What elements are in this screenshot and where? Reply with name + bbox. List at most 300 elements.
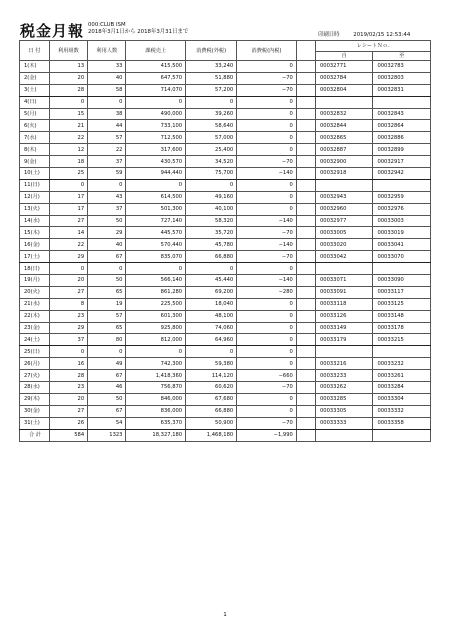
row-receipt-to	[373, 263, 431, 275]
row-receipt-to: 00033284	[373, 382, 431, 394]
row-tax-in: −70	[237, 156, 297, 168]
table-row	[20, 132, 431, 144]
row-tax-in: 0	[237, 263, 297, 275]
row-tax-ex: 39,260	[186, 108, 237, 120]
row-receipt-from: 00032784	[315, 72, 372, 84]
table-row	[20, 96, 431, 108]
row-tax-ex: 59,380	[186, 358, 237, 370]
table-row	[20, 215, 431, 227]
table-row	[20, 227, 431, 239]
row-tax-ex: 0	[186, 179, 237, 191]
row-receipt-to: 00032917	[373, 156, 431, 168]
row-tax-ex: 33,240	[186, 61, 237, 73]
row-guests: 0	[88, 263, 126, 275]
row-receipt-to: 00033215	[373, 334, 431, 346]
row-tax-ex: 25,400	[186, 144, 237, 156]
row-guests: 57	[88, 310, 126, 322]
row-receipt-to: 00032803	[373, 72, 431, 84]
row-tax-in: −280	[237, 286, 297, 298]
printed-info	[318, 30, 410, 38]
row-date: 11(日)	[20, 179, 50, 191]
row-sales: 727,140	[126, 215, 186, 227]
row-date: 5(月)	[20, 108, 50, 120]
row-date: 29(木)	[20, 393, 50, 405]
row-tax-ex: 66,880	[186, 405, 237, 417]
row-receipt-from: 00033005	[315, 227, 372, 239]
row-receipt-from: 00032960	[315, 203, 372, 215]
row-spacer	[296, 310, 315, 322]
table-row	[20, 358, 431, 370]
row-receipt-from: 00032832	[315, 108, 372, 120]
row-groups: 20	[49, 275, 87, 287]
row-tax-in: 0	[237, 346, 297, 358]
table-row	[20, 334, 431, 346]
table-row	[20, 382, 431, 394]
row-spacer	[296, 405, 315, 417]
row-groups: 22	[49, 132, 87, 144]
row-sales: 0	[126, 346, 186, 358]
table-body	[20, 61, 431, 430]
row-tax-ex: 60,620	[186, 382, 237, 394]
row-groups: 15	[49, 108, 87, 120]
row-guests: 50	[88, 393, 126, 405]
row-tax-in: 0	[237, 322, 297, 334]
total-tax-in: −1,990	[237, 429, 297, 441]
report-title: 税金月報	[20, 22, 85, 40]
row-guests: 43	[88, 191, 126, 203]
row-date: 1(木)	[20, 61, 50, 73]
row-spacer	[296, 263, 315, 275]
row-receipt-to: 00032864	[373, 120, 431, 132]
row-guests: 67	[88, 405, 126, 417]
row-receipt-to: 00033019	[373, 227, 431, 239]
row-receipt-from: 00033285	[315, 393, 372, 405]
row-receipt-to	[373, 346, 431, 358]
row-receipt-from: 00032844	[315, 120, 372, 132]
row-tax-in: −140	[237, 215, 297, 227]
row-receipt-to: 00033332	[373, 405, 431, 417]
row-tax-in: −70	[237, 227, 297, 239]
table-row	[20, 322, 431, 334]
row-sales: 925,800	[126, 322, 186, 334]
total-row	[20, 429, 431, 441]
row-spacer	[296, 168, 315, 180]
row-date: 13(火)	[20, 203, 50, 215]
row-groups: 20	[49, 393, 87, 405]
row-sales: 0	[126, 179, 186, 191]
row-guests: 22	[88, 144, 126, 156]
row-groups: 8	[49, 298, 87, 310]
row-spacer	[296, 84, 315, 96]
row-sales: 430,570	[126, 156, 186, 168]
row-guests: 80	[88, 334, 126, 346]
row-date: 26(月)	[20, 358, 50, 370]
row-receipt-from: 00032865	[315, 132, 372, 144]
row-tax-ex: 40,100	[186, 203, 237, 215]
table-row	[20, 286, 431, 298]
row-tax-in: 0	[237, 393, 297, 405]
row-tax-ex: 45,440	[186, 275, 237, 287]
row-tax-in: −140	[237, 275, 297, 287]
row-sales: 445,570	[126, 227, 186, 239]
row-groups: 29	[49, 251, 87, 263]
row-groups: 20	[49, 72, 87, 84]
row-receipt-to: 00033261	[373, 370, 431, 382]
table-row	[20, 156, 431, 168]
header-sales: 課税売上	[126, 41, 186, 61]
row-receipt-from: 00032771	[315, 61, 372, 73]
row-guests: 58	[88, 84, 126, 96]
table-row	[20, 120, 431, 132]
printed-label: 印刷日時	[318, 32, 340, 38]
row-tax-ex: 66,880	[186, 251, 237, 263]
row-guests: 54	[88, 417, 126, 429]
row-spacer	[296, 227, 315, 239]
row-receipt-to: 00033125	[373, 298, 431, 310]
row-tax-ex: 57,200	[186, 84, 237, 96]
row-groups: 27	[49, 215, 87, 227]
row-groups: 27	[49, 405, 87, 417]
row-guests: 40	[88, 72, 126, 84]
row-guests: 67	[88, 370, 126, 382]
row-date: 10(土)	[20, 168, 50, 180]
row-groups: 23	[49, 310, 87, 322]
row-date: 21(水)	[20, 298, 50, 310]
row-receipt-from: 00032977	[315, 215, 372, 227]
table-row	[20, 370, 431, 382]
row-tax-ex: 58,320	[186, 215, 237, 227]
row-date: 20(火)	[20, 286, 50, 298]
row-sales: 836,000	[126, 405, 186, 417]
header-spacer	[296, 41, 315, 61]
table-row	[20, 417, 431, 429]
row-tax-in: −70	[237, 72, 297, 84]
row-groups: 14	[49, 227, 87, 239]
row-sales: 835,070	[126, 251, 186, 263]
row-receipt-from	[315, 263, 372, 275]
table-row	[20, 179, 431, 191]
table-row	[20, 168, 431, 180]
row-tax-ex: 0	[186, 346, 237, 358]
header-receipt-from: 自	[315, 52, 372, 61]
header-groups: 利用組数	[49, 41, 87, 61]
row-sales: 0	[126, 263, 186, 275]
row-sales: 861,280	[126, 286, 186, 298]
row-receipt-to	[373, 96, 431, 108]
row-guests: 19	[88, 298, 126, 310]
row-guests: 37	[88, 156, 126, 168]
row-tax-in: 0	[237, 203, 297, 215]
row-groups: 27	[49, 286, 87, 298]
row-guests: 40	[88, 239, 126, 251]
row-receipt-from: 00032887	[315, 144, 372, 156]
row-date: 6(火)	[20, 120, 50, 132]
row-receipt-from: 00033126	[315, 310, 372, 322]
row-spacer	[296, 120, 315, 132]
row-tax-ex: 49,160	[186, 191, 237, 203]
header-receipt-to: 至	[373, 52, 431, 61]
row-spacer	[296, 215, 315, 227]
row-tax-in: 0	[237, 61, 297, 73]
row-tax-ex: 67,680	[186, 393, 237, 405]
row-spacer	[296, 275, 315, 287]
row-tax-in: 0	[237, 120, 297, 132]
row-tax-in: −70	[237, 84, 297, 96]
row-sales: 714,070	[126, 84, 186, 96]
row-tax-ex: 0	[186, 96, 237, 108]
row-receipt-from: 00032900	[315, 156, 372, 168]
row-groups: 21	[49, 120, 87, 132]
row-receipt-from: 00033262	[315, 382, 372, 394]
printed-timestamp: 2019/02/15 12:53:44	[353, 32, 411, 38]
store-name: 000:CLUB ISM	[88, 22, 126, 28]
row-guests: 37	[88, 203, 126, 215]
row-groups: 0	[49, 263, 87, 275]
row-receipt-to: 00033041	[373, 239, 431, 251]
row-date: 31(土)	[20, 417, 50, 429]
row-spacer	[296, 132, 315, 144]
table-row	[20, 61, 431, 73]
row-sales: 614,500	[126, 191, 186, 203]
row-receipt-from: 00033305	[315, 405, 372, 417]
table-row	[20, 239, 431, 251]
table-row	[20, 203, 431, 215]
row-receipt-from	[315, 179, 372, 191]
row-guests: 29	[88, 227, 126, 239]
row-guests: 0	[88, 96, 126, 108]
row-sales: 0	[126, 96, 186, 108]
row-tax-in: 0	[237, 334, 297, 346]
row-date: 7(水)	[20, 132, 50, 144]
row-sales: 733,100	[126, 120, 186, 132]
row-groups: 17	[49, 191, 87, 203]
row-tax-in: 0	[237, 132, 297, 144]
row-groups: 0	[49, 179, 87, 191]
row-sales: 1,418,360	[126, 370, 186, 382]
report-header-info	[88, 22, 188, 36]
table-row	[20, 84, 431, 96]
row-guests: 65	[88, 286, 126, 298]
row-spacer	[296, 179, 315, 191]
row-sales: 944,440	[126, 168, 186, 180]
header-receipt: レシートＮｏ.	[315, 41, 430, 52]
row-date: 2(金)	[20, 72, 50, 84]
row-date: 9(金)	[20, 156, 50, 168]
row-tax-ex: 64,960	[186, 334, 237, 346]
row-sales: 647,570	[126, 72, 186, 84]
row-receipt-to: 00032886	[373, 132, 431, 144]
row-tax-ex: 51,880	[186, 72, 237, 84]
row-guests: 0	[88, 346, 126, 358]
row-sales: 490,000	[126, 108, 186, 120]
row-groups: 29	[49, 322, 87, 334]
row-tax-in: 0	[237, 298, 297, 310]
header-guests: 利用人数	[88, 41, 126, 61]
table-row	[20, 393, 431, 405]
row-receipt-to: 00033304	[373, 393, 431, 405]
table-row	[20, 263, 431, 275]
row-tax-ex: 45,780	[186, 239, 237, 251]
row-date: 3(土)	[20, 84, 50, 96]
row-spacer	[296, 108, 315, 120]
row-spacer	[296, 239, 315, 251]
table-row	[20, 298, 431, 310]
row-receipt-from: 00033149	[315, 322, 372, 334]
row-sales: 756,870	[126, 382, 186, 394]
row-receipt-from	[315, 96, 372, 108]
row-spacer	[296, 370, 315, 382]
row-groups: 16	[49, 358, 87, 370]
row-date: 28(水)	[20, 382, 50, 394]
row-sales: 501,300	[126, 203, 186, 215]
row-sales: 601,300	[126, 310, 186, 322]
table-row	[20, 346, 431, 358]
row-tax-in: −70	[237, 382, 297, 394]
row-tax-ex: 34,520	[186, 156, 237, 168]
row-groups: 0	[49, 96, 87, 108]
row-spacer	[296, 286, 315, 298]
row-tax-ex: 50,900	[186, 417, 237, 429]
row-sales: 415,500	[126, 61, 186, 73]
row-groups: 28	[49, 370, 87, 382]
row-receipt-to: 00033117	[373, 286, 431, 298]
row-receipt-to: 00032843	[373, 108, 431, 120]
row-tax-ex: 75,700	[186, 168, 237, 180]
row-tax-ex: 35,720	[186, 227, 237, 239]
row-tax-in: 0	[237, 108, 297, 120]
row-receipt-to: 00033003	[373, 215, 431, 227]
report-period: 2018年3月1日から 2018年3月31日まで	[88, 29, 189, 35]
row-spacer	[296, 144, 315, 156]
row-spacer	[296, 298, 315, 310]
row-sales: 566,140	[126, 275, 186, 287]
row-spacer	[296, 358, 315, 370]
header-tax-ex: 消費税(外税)	[186, 41, 237, 61]
row-date: 8(木)	[20, 144, 50, 156]
row-receipt-from: 00032918	[315, 168, 372, 180]
row-groups: 13	[49, 61, 87, 73]
row-tax-in: 0	[237, 191, 297, 203]
total-tax-ex: 1,468,180	[186, 429, 237, 441]
row-sales: 225,500	[126, 298, 186, 310]
row-sales: 635,370	[126, 417, 186, 429]
header-tax-in: 消費税(内税)	[237, 41, 297, 61]
row-groups: 28	[49, 84, 87, 96]
row-receipt-from	[315, 346, 372, 358]
row-spacer	[296, 393, 315, 405]
total-guests: 1323	[88, 429, 126, 441]
row-spacer	[296, 156, 315, 168]
row-receipt-from: 00033118	[315, 298, 372, 310]
row-receipt-to: 00033070	[373, 251, 431, 263]
row-groups: 0	[49, 346, 87, 358]
row-date: 14(水)	[20, 215, 50, 227]
row-date: 4(日)	[20, 96, 50, 108]
row-guests: 46	[88, 382, 126, 394]
row-spacer	[296, 251, 315, 263]
row-date: 16(金)	[20, 239, 50, 251]
row-receipt-from: 00033179	[315, 334, 372, 346]
row-receipt-from: 00033042	[315, 251, 372, 263]
row-tax-in: 0	[237, 358, 297, 370]
row-groups: 12	[49, 144, 87, 156]
table-row	[20, 72, 431, 84]
row-guests: 33	[88, 61, 126, 73]
row-groups: 37	[49, 334, 87, 346]
page-number: 1	[223, 612, 227, 618]
row-spacer	[296, 382, 315, 394]
row-tax-in: −660	[237, 370, 297, 382]
row-receipt-to: 00033178	[373, 322, 431, 334]
row-spacer	[296, 61, 315, 73]
row-spacer	[296, 203, 315, 215]
row-sales: 712,500	[126, 132, 186, 144]
row-tax-in: 0	[237, 310, 297, 322]
row-receipt-to: 00032899	[373, 144, 431, 156]
row-receipt-to: 00033148	[373, 310, 431, 322]
row-date: 27(火)	[20, 370, 50, 382]
row-tax-in: −140	[237, 239, 297, 251]
row-receipt-from: 00033333	[315, 417, 372, 429]
row-receipt-to: 00032831	[373, 84, 431, 96]
total-receipt-from	[315, 429, 372, 441]
row-receipt-from: 00032804	[315, 84, 372, 96]
row-date: 30(金)	[20, 405, 50, 417]
row-guests: 59	[88, 168, 126, 180]
row-receipt-from: 00033020	[315, 239, 372, 251]
total-groups: 584	[49, 429, 87, 441]
row-sales: 846,000	[126, 393, 186, 405]
row-tax-ex: 114,120	[186, 370, 237, 382]
row-receipt-to	[373, 179, 431, 191]
row-tax-in: −70	[237, 251, 297, 263]
total-spacer	[296, 429, 315, 441]
row-tax-ex: 58,640	[186, 120, 237, 132]
row-tax-in: 0	[237, 179, 297, 191]
row-receipt-to: 00033358	[373, 417, 431, 429]
row-receipt-from: 00032943	[315, 191, 372, 203]
row-date: 22(木)	[20, 310, 50, 322]
row-date: 23(金)	[20, 322, 50, 334]
row-guests: 65	[88, 322, 126, 334]
row-date: 15(木)	[20, 227, 50, 239]
row-tax-in: 0	[237, 96, 297, 108]
row-spacer	[296, 334, 315, 346]
row-spacer	[296, 96, 315, 108]
row-receipt-from: 00033091	[315, 286, 372, 298]
row-receipt-to: 00033232	[373, 358, 431, 370]
table-row	[20, 251, 431, 263]
row-receipt-to: 00032976	[373, 203, 431, 215]
row-date: 25(日)	[20, 346, 50, 358]
row-groups: 23	[49, 382, 87, 394]
row-receipt-to: 00032783	[373, 61, 431, 73]
row-groups: 25	[49, 168, 87, 180]
row-date: 17(土)	[20, 251, 50, 263]
row-tax-in: −140	[237, 168, 297, 180]
row-date: 24(土)	[20, 334, 50, 346]
row-guests: 67	[88, 251, 126, 263]
row-guests: 50	[88, 215, 126, 227]
row-spacer	[296, 72, 315, 84]
row-receipt-to: 00033090	[373, 275, 431, 287]
table-row	[20, 310, 431, 322]
row-receipt-to: 00032942	[373, 168, 431, 180]
row-tax-ex: 69,200	[186, 286, 237, 298]
row-groups: 22	[49, 239, 87, 251]
header-date: 日 付	[20, 41, 50, 61]
row-spacer	[296, 322, 315, 334]
